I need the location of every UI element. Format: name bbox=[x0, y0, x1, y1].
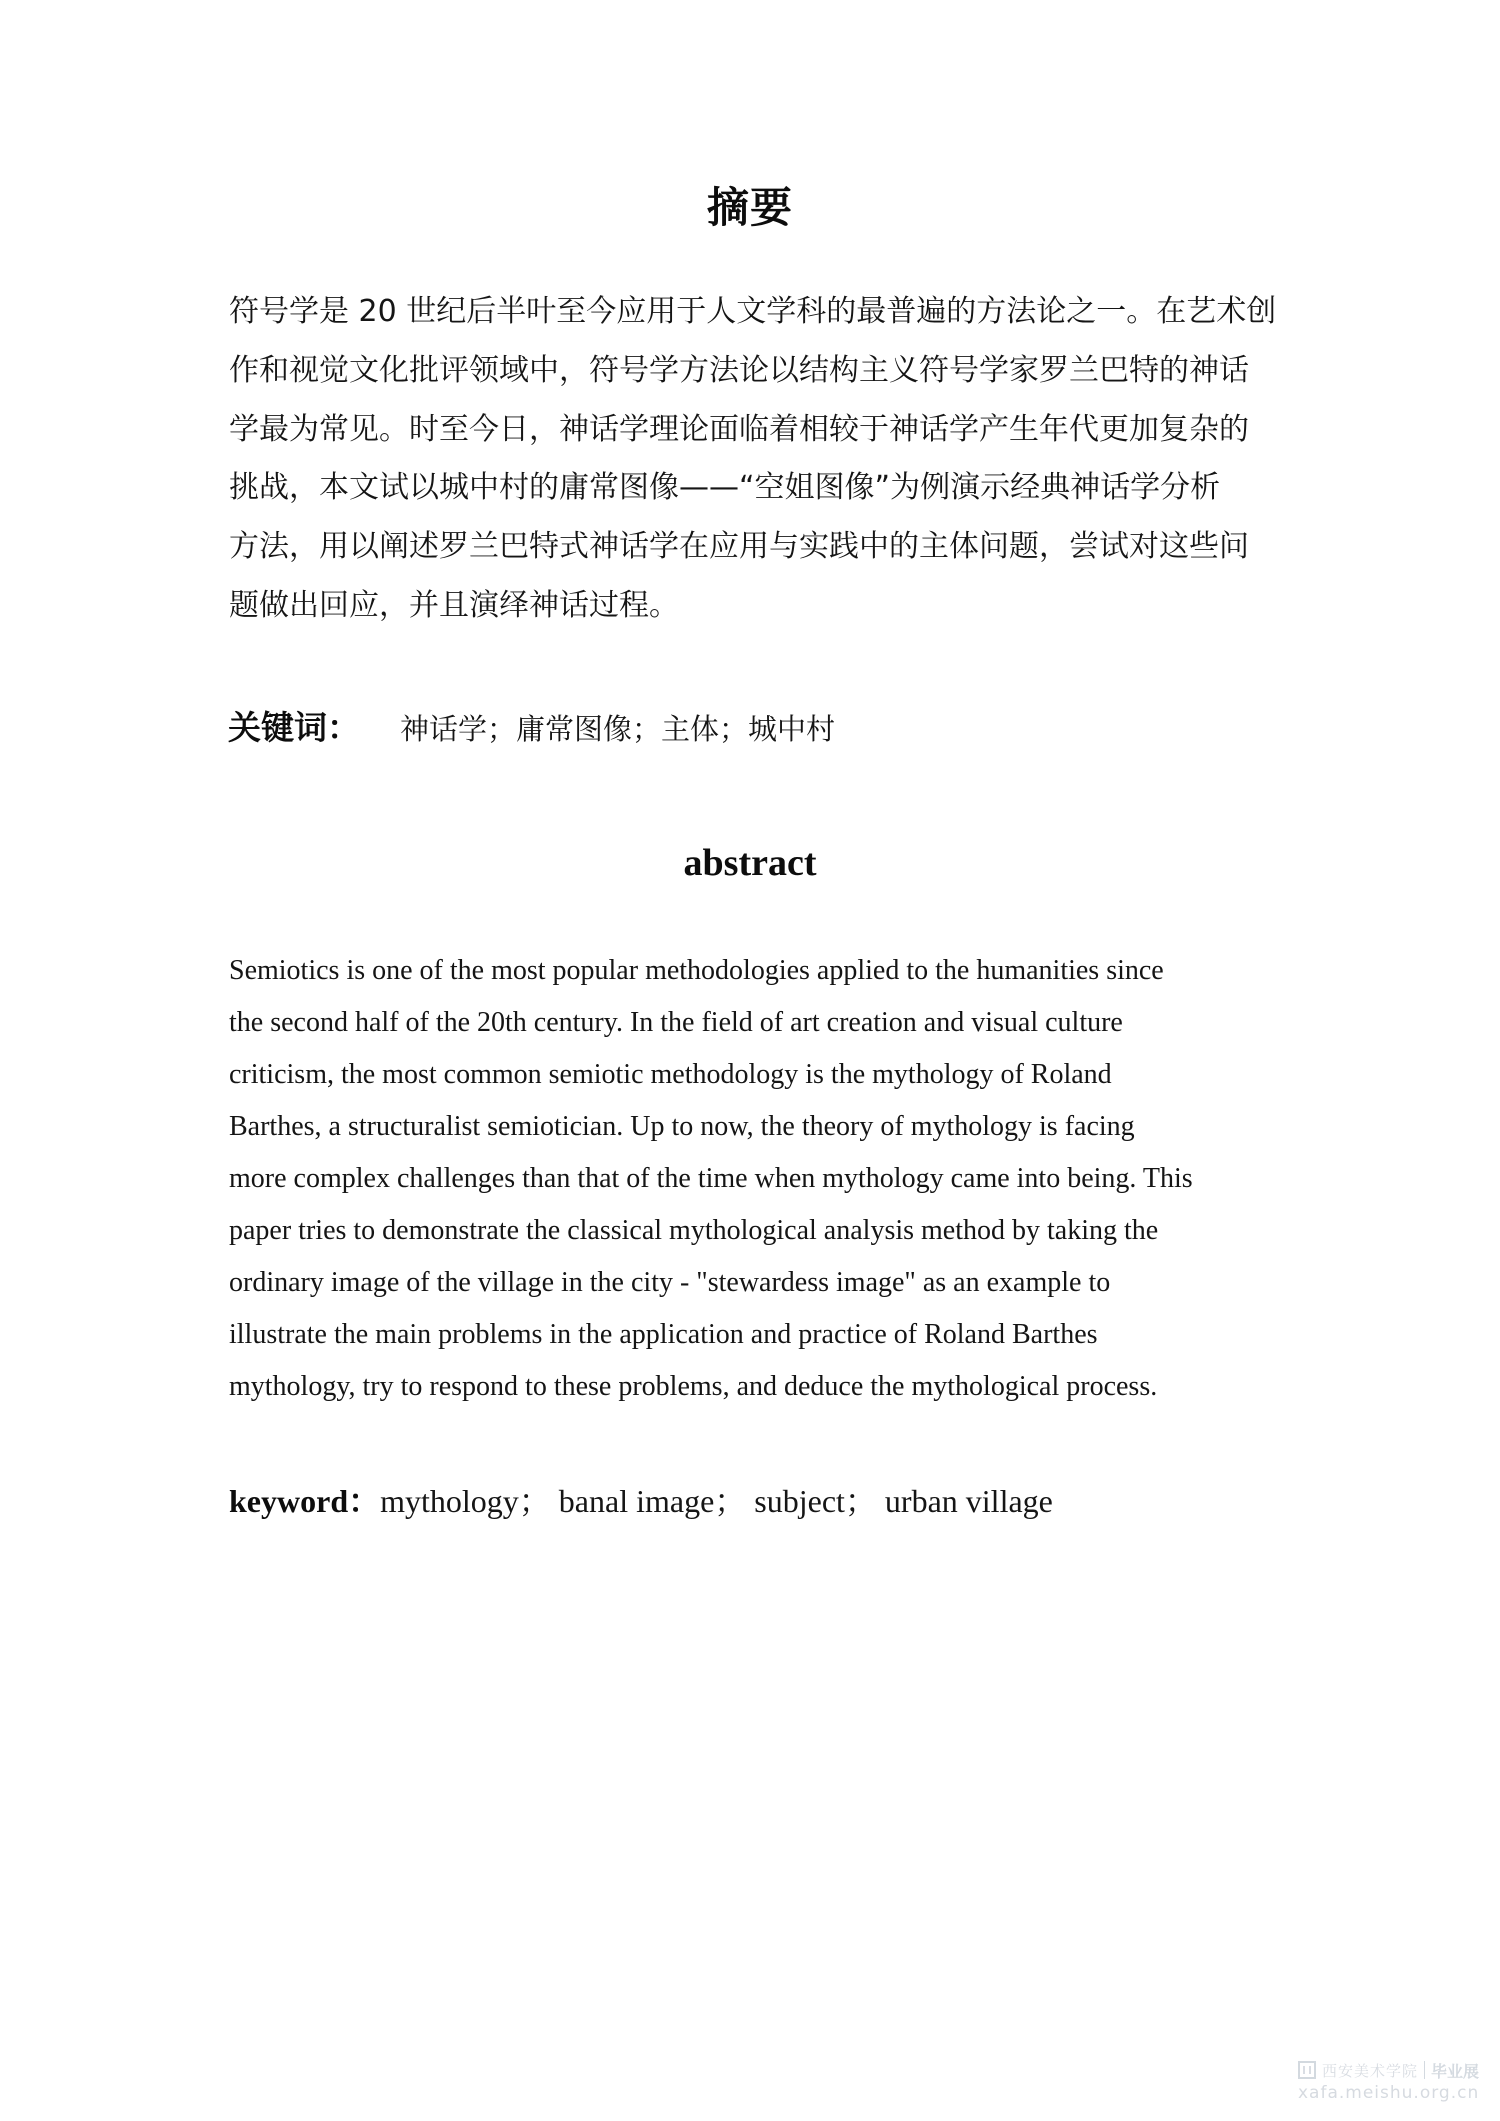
english-body-line: Barthes, a structuralist semiotician. Up to now, the theory of mythology is facing bbox=[229, 1111, 1135, 1142]
chinese-body-line: 符号学是 20 世纪后半叶至今应用于人文学科的最普遍的方法论之一。在艺术创 bbox=[229, 294, 1277, 329]
watermark-logo-text: 西安美术学院 bbox=[1322, 2061, 1419, 2080]
chinese-abstract-body bbox=[229, 283, 1309, 636]
english-body-line: ordinary image of the village in the city - "stewardess image" as an example to bbox=[229, 1267, 1111, 1298]
chinese-body-line: 方法，用以阐述罗兰巴特式神话学在应用与实践中的主体问题，尝试对这些问 bbox=[229, 529, 1249, 565]
chinese-abstract-title: 摘要 bbox=[706, 183, 793, 232]
english-keywords bbox=[229, 1478, 1053, 1524]
english-body-line: illustrate the main problems in the application and practice of Roland Barthes bbox=[229, 1319, 1098, 1350]
english-body-line: criticism, the most common semiotic methodology is the mythology of Roland bbox=[229, 1059, 1112, 1090]
watermark bbox=[1298, 2058, 1488, 2103]
chinese-keywords-list: 神话学；庸常图像；主体；城中村 bbox=[400, 712, 836, 746]
chinese-keywords bbox=[228, 700, 835, 762]
english-body-line: more complex challenges than that of the time when mythology came into being. This bbox=[229, 1163, 1193, 1194]
watermark-divider bbox=[1424, 2061, 1425, 2079]
english-abstract-title: abstract bbox=[683, 842, 817, 884]
english-body-line: paper tries to demonstrate the classical mythological analysis method by taking the bbox=[229, 1215, 1159, 1246]
watermark-expo-text: 毕业展 bbox=[1431, 2061, 1480, 2081]
english-keywords-list: mythology； banal image； subject； urban village bbox=[380, 1483, 1053, 1519]
english-body-line: Semiotics is one of the most popular methodologies applied to the humanities since bbox=[229, 955, 1164, 986]
chinese-body-line: 挑战，本文试以城中村的庸常图像——“空姐图像”为例演示经典神话学分析 bbox=[229, 470, 1221, 506]
watermark-url: xafa.meishu.org.cn bbox=[1298, 2083, 1480, 2103]
english-keywords-label: keyword： bbox=[229, 1483, 381, 1519]
english-body-line: mythology, try to respond to these problems, and deduce the mythological process. bbox=[229, 1371, 1158, 1402]
english-body-line: the second half of the 20th century. In the field of art creation and visual culture bbox=[229, 1007, 1123, 1038]
chinese-body-line: 作和视觉文化批评领域中，符号学方法论以结构主义符号学家罗兰巴特的神话 bbox=[229, 352, 1249, 388]
chinese-keywords-label: 关键词： bbox=[228, 708, 360, 747]
chinese-body-line: 题做出回应，并且演绎神话过程。 bbox=[229, 587, 679, 623]
chinese-body-line: 学最为常见。时至今日，神话学理论面临着相较于神话学产生年代更加复杂的 bbox=[229, 411, 1249, 447]
english-abstract-body bbox=[229, 945, 1319, 1413]
seal-icon bbox=[1298, 2061, 1316, 2079]
